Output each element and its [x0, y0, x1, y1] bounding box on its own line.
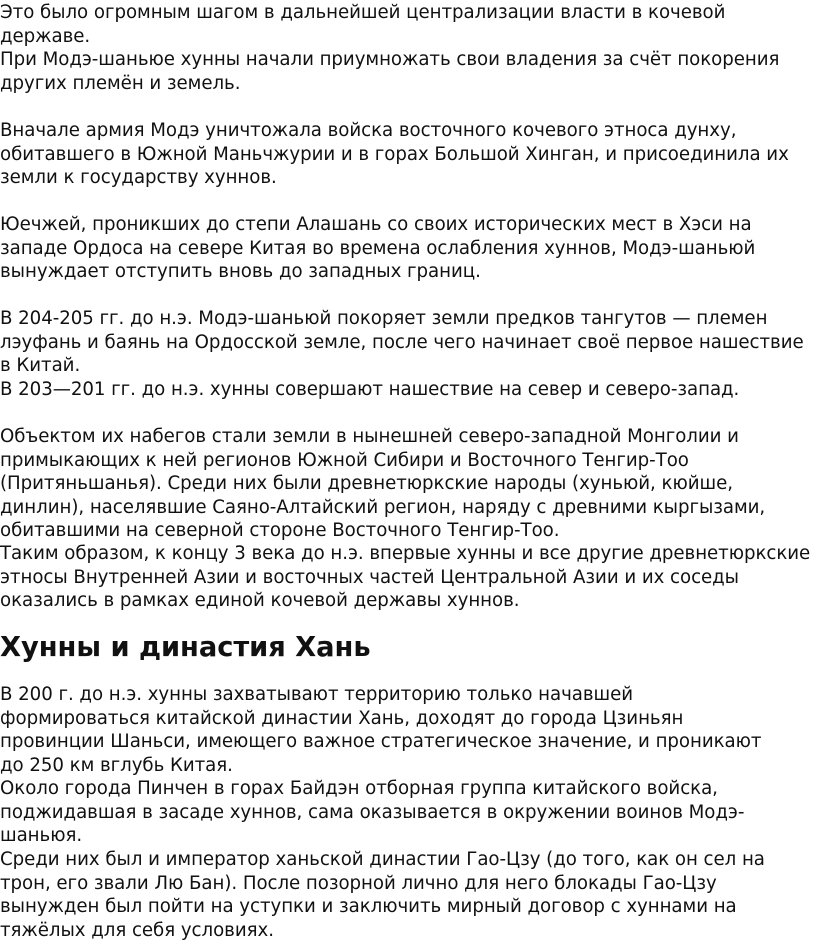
section-heading: Хунны и династия Хань	[0, 632, 371, 663]
paragraph: Это было огромным шагом в дальнейшей централизации власти в кочевой державе.	[0, 2, 726, 47]
paragraph: Юечжей, проникших до степи Алашань со своих исторических мест в Хэси на западе Ордоса на севере Китая во времена ослабления хуннов, Модэ-шаньюй вынуждает отступить вновь до западных границ.	[0, 214, 756, 282]
paragraph: Около города Пинчен в горах Байдэн отборная группа китайского войска, поджидавшая в засаде хуннов, сама оказывается в окружении воинов Модэ-шаньюя.	[0, 778, 745, 846]
paragraph: Объектом их набегов стали земли в нынешней северо-западной Монголии и примыкающих к ней регионов Южной Сибири и Восточного Тенгир-Тоо (Притяньшанья). Среди них были древнетюркские народы (хуньюй, кюйше, динлин), населявшие Саяно-Алтайский регион, наряду с древними кыргызами, обитавшими на северной стороне Восточного Тенгир-Тоо.	[0, 426, 766, 541]
paragraph: Вначале армия Модэ уничтожала войска восточного кочевого этноса дунху, обитавшего в Южной Маньчжурии и в горах Большой Хинган, и присоединила их земли к государству хуннов.	[0, 120, 789, 188]
paragraph: В 200 г. до н.э. хунны захватывают территорию только начавшей формироваться китайской династии Хань, доходят до города Цзиньян провинции Шаньси, имеющего важное стратегическое значение, и проникают до 250 км вглубь Китая.	[0, 684, 762, 776]
paragraph: Среди них был и император ханьской династии Гао-Цзу (до того, как он сел на трон, его звали Лю Бан). После позорной лично для него блокады Гао-Цзу вынужден был пойти на уступки и заключить мирный договор с хуннами на тяжёлых для себя условиях.	[0, 849, 765, 941]
paragraph: При Модэ-шаньюе хунны начали приумножать свои владения за счёт покорения других племён и земель.	[0, 49, 780, 94]
paragraph: В 203—201 гг. до н.э. хунны совершают нашествие на север и северо-запад.	[0, 379, 740, 400]
paragraph: В 204-205 гг. до н.э. Модэ-шаньюй покоряет земли предков тангутов — племен лэуфань и баянь на Ордосской земле, после чего начинает своё первое нашествие в Китай.	[0, 308, 804, 376]
paragraph: Таким образом, к концу 3 века до н.э. впервые хунны и все другие древнетюркские этносы Внутренней Азии и восточных частей Центральной Азии и их соседы оказались в рамках единой кочевой державы хуннов.	[0, 543, 811, 611]
